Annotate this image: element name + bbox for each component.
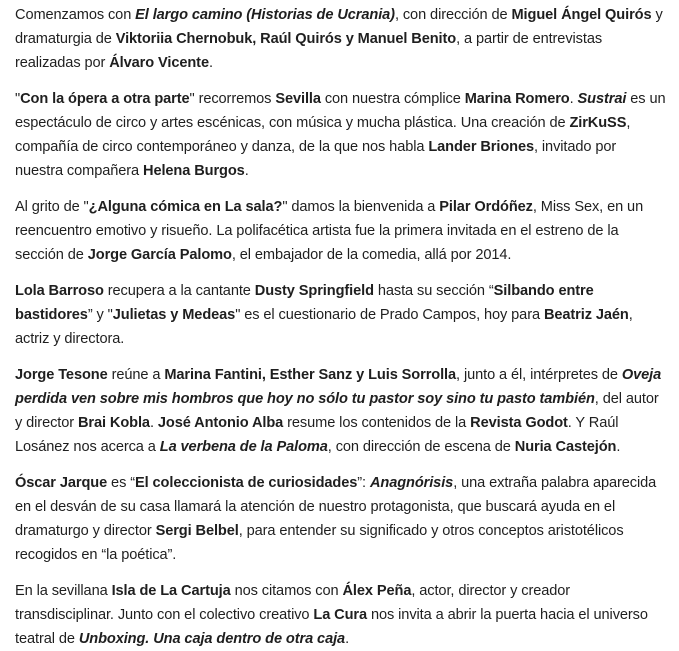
text-run-bold: Revista Godot: [470, 415, 568, 431]
paragraph-oscar-jarque: [15, 471, 667, 567]
text-run-bold: Marina Romero: [464, 91, 570, 107]
text-run-emphasis: [160, 439, 328, 455]
text-run-bold: Óscar Jarque: [15, 475, 108, 491]
text-run: , Miss Sex, en un reencuentro emotivo y risueño. La polifacética artista fue la primera invitada en el estreno de la sección de: [15, 199, 644, 263]
text-run: , actor, director y creador transdisciplinar. Junto con el colectivo creativo: [15, 583, 571, 623]
text-run: .: [616, 439, 621, 455]
text-run-bold: Lola Barroso: [15, 283, 104, 299]
text-run-bold: Sevilla: [275, 91, 321, 107]
text-run-bold: Jorge Tesone: [15, 367, 108, 383]
text-run-bold-italic: El largo camino (Historias de Ucrania): [135, 7, 395, 23]
text-run: con nuestra cómplice: [320, 91, 465, 107]
text-run-bold: Julietas y Medeas: [112, 307, 236, 323]
text-run: reúne a: [107, 367, 165, 383]
text-run-bold-italic: Sustrai: [577, 91, 627, 107]
text-run: .: [244, 163, 249, 179]
text-run: " recorremos: [189, 91, 276, 107]
text-run: y dramaturgia de: [15, 7, 663, 47]
text-run-bold-italic: Anagnórisis: [369, 475, 454, 491]
text-run: " es el cuestionario de Prado Campos, hoy para: [235, 307, 544, 323]
text-run-bold: La Cura: [313, 607, 368, 623]
text-run-bold: Pilar Ordóñez: [439, 199, 533, 215]
text-run-bold: Dusty Springfield: [254, 283, 374, 299]
paragraph-jorge-tesone: [15, 363, 667, 459]
text-run: nos citamos con: [230, 583, 343, 599]
text-run-bold: ¿Alguna cómica en La sala?: [88, 199, 283, 215]
text-run: " damos la bienvenida a: [282, 199, 440, 215]
text-run: , junto a él, intérpretes de: [456, 367, 622, 383]
text-run-bold: Isla de La Cartuja: [111, 583, 231, 599]
paragraph-comica: [15, 195, 667, 267]
text-run: , para entender su significado y otros conceptos aristotélicos recogidos en “la poética”.: [15, 523, 624, 563]
text-run-bold: Beatriz Jaén: [543, 307, 629, 323]
text-run: ": [15, 91, 21, 107]
text-run-emphasis: [135, 7, 395, 23]
text-run-bold: Miguel Ángel Quirós: [511, 7, 652, 23]
text-run-bold-italic: Unboxing. Una caja dentro de otra caja: [78, 631, 346, 647]
text-run: Al grito de ": [15, 199, 89, 215]
text-run: nos invita a abrir la puerta hacia el universo teatral de: [15, 607, 648, 647]
text-run-bold: Sergi Belbel: [155, 523, 239, 539]
text-run-bold: Helena Burgos: [143, 163, 245, 179]
paragraph-cartuja: [15, 579, 667, 651]
text-run: , con dirección de: [394, 7, 512, 23]
text-run-bold: Silbando entre bastidores: [15, 283, 594, 323]
text-run: . Y Raúl Losánez nos acerca a: [15, 415, 619, 455]
text-run-bold: Brai Kobla: [77, 415, 150, 431]
text-run-bold-italic: Oveja perdida ven sobre mis hombros que hoy no sólo tu pastor soy sino tu pasto también: [15, 367, 662, 407]
text-run-emphasis: [370, 475, 453, 491]
text-run-bold: Álex Peña: [342, 583, 412, 599]
text-run-bold: El coleccionista de curiosidades: [134, 475, 358, 491]
text-run: , una extraña palabra aparecida en el desván de su casa llamará la atención de nuestro protagonista, que buscará ayuda en el dramaturgo y director: [15, 475, 657, 539]
paragraph-lola-barroso: [15, 279, 667, 351]
text-run: , del autor y director: [15, 391, 659, 431]
text-run: ” y ": [87, 307, 113, 323]
text-run-bold: ZirKuSS: [569, 115, 627, 131]
text-run: .: [569, 91, 578, 107]
text-run: , actriz y directora.: [15, 307, 633, 347]
text-run: En la sevillana: [15, 583, 112, 599]
text-run: es “: [107, 475, 135, 491]
text-run: .: [345, 631, 350, 647]
text-run-bold: Jorge García Palomo: [87, 247, 232, 263]
text-run: , a partir de entrevistas realizadas por: [15, 31, 603, 71]
text-run: , compañía de circo contemporáneo y danza, de la que nos habla: [15, 115, 631, 155]
text-run-bold: Con la ópera a otra parte: [20, 91, 190, 107]
text-run-bold: Lander Briones: [428, 139, 534, 155]
paragraph-opera: [15, 87, 667, 183]
text-run: resume los contenidos de la: [283, 415, 471, 431]
text-run: , con dirección de escena de: [327, 439, 515, 455]
text-run: es un espectáculo de circo y artes escénicas, con música y mucha plástica. Una creación de: [15, 91, 666, 131]
text-run: .: [149, 415, 158, 431]
text-run-bold: Marina Fantini, Esther Sanz y Luis Sorrolla: [164, 367, 457, 383]
text-run: .: [208, 55, 213, 71]
text-run: recupera a la cantante: [103, 283, 255, 299]
text-run: hasta su sección “: [373, 283, 494, 299]
paragraph-intro: [15, 3, 667, 75]
text-run-bold: Álvaro Vicente: [109, 55, 209, 71]
text-run: ”:: [357, 475, 370, 491]
text-run-bold-italic: La verbena de la Paloma: [159, 439, 328, 455]
text-run: Comenzamos con: [15, 7, 136, 23]
text-run-emphasis: [79, 631, 345, 647]
text-run-bold: Nuria Castejón: [514, 439, 617, 455]
text-run: , invitado por nuestra compañera: [15, 139, 617, 179]
text-run-emphasis: [578, 91, 627, 107]
text-run-bold: José Antonio Alba: [157, 415, 284, 431]
text-run-bold: Viktoriia Chernobuk, Raúl Quirós y Manuel Benito: [115, 31, 457, 47]
text-run: , el embajador de la comedia, allá por 2014.: [231, 247, 512, 263]
